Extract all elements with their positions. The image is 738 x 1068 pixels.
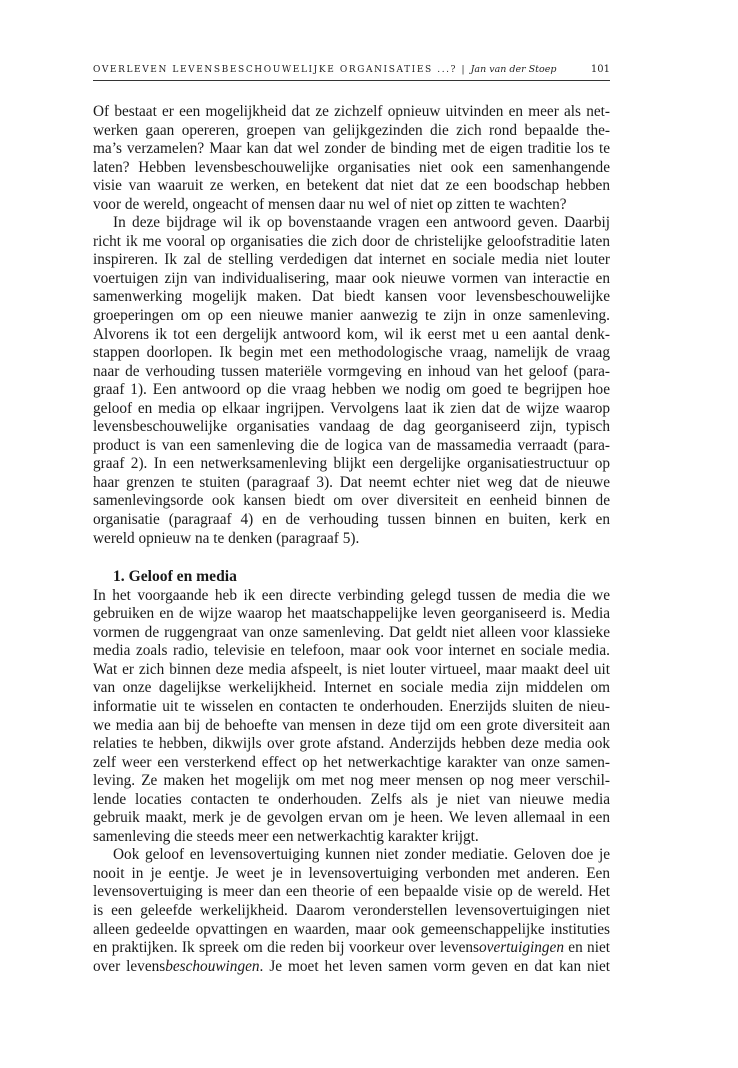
- text-line: is een geleefde werkelijkheid. Daarom veronderstellen levensovertuigingen niet: [93, 901, 610, 919]
- text-line: relaties te hebben, dikwijls over grote afstand. Anderzijds hebben deze media ook: [93, 735, 610, 753]
- text-line: voertuigen zijn van individualisering, maar ook nieuwe vormen van interactie en: [93, 269, 610, 287]
- text-line: organisatie (paragraaf 4) en de verhouding tussen binnen en buiten, kerk en: [93, 511, 610, 529]
- running-title: [93, 64, 556, 75]
- text-line: werken gaan opereren, groepen van gelijkgezinden die zich rond bepaalde the-: [93, 121, 610, 139]
- text-line: Wat er zich binnen deze media afspeelt, is niet louter virtueel, maar maakt deel uit: [93, 660, 610, 678]
- text-line: inspireren. Ik zal de stelling verdedigen dat internet en sociale media niet louter: [93, 251, 610, 269]
- text-line: samenleving die steeds meer een netwerkachtig karakter krijgt.: [93, 827, 479, 845]
- text-line: [93, 939, 610, 958]
- text-line: geloof en media op elkaar ingrijpen. Vervolgens laat ik zien dat de wijze waarop: [93, 399, 610, 417]
- text-run: en niet: [563, 939, 610, 957]
- paragraph-1: [93, 103, 610, 214]
- text-line: vormen de ruggengraat van onze samenleving. Dat geldt niet alleen voor klassieke: [93, 623, 610, 641]
- text-line: In deze bijdrage wil ik op bovenstaande vragen een antwoord geven. Daarbij: [113, 214, 610, 232]
- text-line: voor de wereld, ongeacht of mensen daar nu wel of niet op zitten te wachten?: [93, 195, 567, 213]
- italic-run: beschouwingen: [165, 957, 260, 975]
- page-number: 101: [590, 64, 610, 75]
- text-line: Alvorens ik tot een dergelijk antwoord kom, wil ik eerst met u een aantal denk-: [93, 325, 610, 343]
- text-line: wereld opnieuw na te denken (paragraaf 5).: [93, 529, 360, 547]
- text-line: gebruik maakt, merk je de gevolgen ervan om je heen. We leven allemaal in een: [93, 809, 610, 827]
- text-line: leving. Ze maken het mogelijk om met nog meer mensen op nog meer verschil-: [93, 772, 610, 790]
- section-heading: 1. Geloof en media: [113, 568, 237, 586]
- paragraph-3: [93, 587, 610, 847]
- text-line: naar de verhouding tussen materiële vormgeving en inhoud van het geloof (para-: [93, 362, 610, 380]
- text-line: media zoals radio, televisie en telefoon, maar ook voor internet en sociale media.: [93, 642, 610, 660]
- text-line: graaf 1). Een antwoord op die vraag hebben we nodig om goed te begrijpen hoe: [93, 381, 610, 399]
- text-line: we media aan bij de behoefte van mensen in deze tijd om een grote diversiteit aan: [93, 716, 610, 734]
- text-line: Of bestaat er een mogelijkheid dat ze zichzelf opnieuw uitvinden en meer als net-: [93, 103, 610, 120]
- text-line: lende locaties contacten te onderhouden. Zelfs als je niet van nieuwe media: [93, 790, 610, 808]
- text-line: Ook geloof en levensovertuiging kunnen niet zonder mediatie. Geloven doe je: [113, 846, 610, 864]
- text-line: gebruiken en de wijze waarop het maatschappelijke leven georganiseerd is. Media: [93, 605, 610, 623]
- text-line: product is van een samenleving die de logica van de massamedia verraadt (para-: [93, 436, 610, 454]
- text-line: visie van waaruit ze werken, en betekent dat niet dat ze een boodschap hebben: [93, 177, 610, 195]
- running-title-text: OVERLEVEN LEVENSBESCHOUWELIJKE ORGANISATIES ...? |: [93, 65, 467, 75]
- text-line: In het voorgaande heb ik een directe verbinding gelegd tussen de media die we: [93, 586, 610, 604]
- text-line: levensbeschouwelijke organisaties vandaag de dag georganiseerd zijn, typisch: [93, 418, 610, 436]
- running-header: [93, 60, 610, 81]
- text-line: nooit in je eentje. Je weet je in levensovertuiging verbonden met anderen. Een: [93, 864, 610, 882]
- text-line: informatie uit te wisselen en contacten te onderhouden. Enerzijds sluiten de nieu-: [93, 697, 610, 715]
- text-run: en praktijken. Ik spreek om die reden bij voorkeur over levens: [93, 939, 479, 957]
- text-line: laten? Hebben levensbeschouwelijke organisaties niet ook een samenhangende: [93, 158, 610, 176]
- paragraph-4: [93, 846, 610, 976]
- text-run: over levens: [93, 957, 166, 975]
- text-line: samenlevingsorde ook kansen biedt om over diversiteit en eenheid binnen de: [93, 492, 610, 510]
- running-author: Jan van der Stoep: [470, 64, 557, 75]
- text-run: . Je moet het leven samen vorm geven en dat kan niet: [259, 957, 610, 975]
- text-line: alleen gedeelde opvattingen en waarden, maar ook gemeenschappelijke instituties: [93, 920, 610, 938]
- text-line: zelf weer een versterkend effect op het netwerkachtige karakter van onze samen-: [93, 753, 610, 771]
- text-line: haar grenzen te stuiten (paragraaf 3). Dat neemt echter niet weg dat de nieuwe: [93, 473, 610, 491]
- italic-run: overtuigingen: [479, 939, 564, 957]
- text-line: [93, 958, 610, 977]
- text-line: graaf 2). In een netwerksamenleving blijkt een dergelijke organisatiestructuur op: [93, 455, 610, 473]
- text-line: groeperingen om op een nieuwe manier aanwezig te zijn in onze samenleving.: [93, 307, 610, 325]
- text-line: richt ik me vooral op organisaties die zich door de christelijke geloofstraditie laten: [93, 232, 610, 250]
- paragraph-2: [93, 214, 610, 548]
- body-text: [93, 103, 610, 976]
- text-line: ma’s verzamelen? Maar kan dat wel zonder de binding met de eigen traditie los te: [93, 140, 610, 158]
- text-line: van onze dagelijkse werkelijkheid. Internet en sociale media zijn middelen om: [93, 679, 610, 697]
- text-line: levensovertuiging is meer dan een theorie of een bepaalde visie op de wereld. Het: [93, 883, 610, 901]
- text-line: samenwerking mogelijk maken. Dat biedt kansen voor levensbeschouwelijke: [93, 288, 610, 306]
- text-line: stappen doorlopen. Ik begin met een methodologische vraag, namelijk de vraag: [93, 344, 610, 362]
